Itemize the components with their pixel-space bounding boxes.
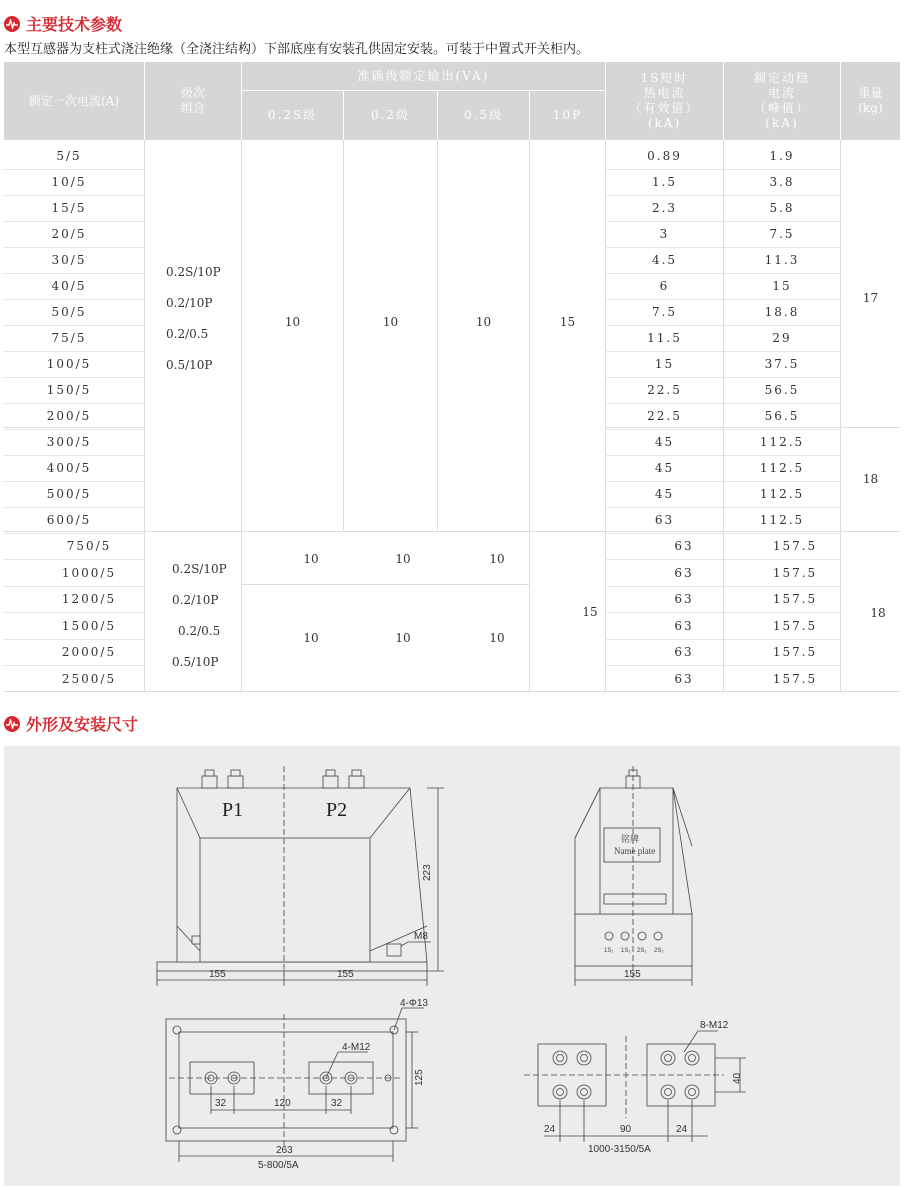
dim-90: 90 <box>620 1124 632 1135</box>
header-02s: 0.2S级 <box>242 91 343 140</box>
dim-24-right: 24 <box>676 1124 688 1135</box>
dim-120: 120 <box>274 1098 291 1109</box>
cell-thermal: 7.5 <box>651 305 678 319</box>
cell-dynamic: 11.3 <box>764 253 800 267</box>
section-header-dims <box>4 712 138 735</box>
combo-line: 0.2S/10P <box>172 562 227 576</box>
terminal-plan-large <box>524 1031 746 1142</box>
group-b-10p: 15 <box>582 605 598 619</box>
cell-dynamic: 112.5 <box>759 461 805 475</box>
weight-17: 17 <box>862 291 879 305</box>
group-b2-05: 10 <box>489 631 505 645</box>
cell-dynamic: 18.8 <box>764 305 800 319</box>
cell-thermal: 0.89 <box>647 149 682 163</box>
label-p1: P1 <box>222 799 244 821</box>
combo-line: 0.2/0.5 <box>166 327 209 341</box>
cell-thermal: 2.3 <box>651 201 678 215</box>
cell-dynamic: 112.5 <box>759 435 805 449</box>
cell-dynamic: 157.5 <box>772 619 818 633</box>
cell-current: 1500/5 <box>61 619 117 633</box>
range-small: 5-800/5A <box>258 1160 299 1171</box>
header-current: 额定一次电流(A) <box>4 62 144 140</box>
section-header-params <box>4 12 122 35</box>
combo-line: 0.5/10P <box>166 358 213 372</box>
group-b1-05: 10 <box>489 552 505 566</box>
cell-thermal: 63 <box>674 592 694 606</box>
label-4-phi13: 4-Φ13 <box>400 998 428 1009</box>
cell-current: 10/5 <box>51 175 87 189</box>
header-output: 准确级额定输出(VA) <box>242 62 605 90</box>
combo-line: 0.5/10P <box>172 655 219 669</box>
section-title: 主要技术参数 <box>26 15 123 34</box>
cell-current: 200/5 <box>46 409 92 423</box>
cell-thermal: 63 <box>674 619 694 633</box>
nameplate-en: Name plate <box>614 846 656 856</box>
cell-current: 600/5 <box>46 513 92 527</box>
cell-dynamic: 3.8 <box>769 175 795 189</box>
cell-thermal: 3 <box>659 227 670 241</box>
cell-dynamic: 157.5 <box>772 645 818 659</box>
cell-dynamic: 37.5 <box>764 357 800 371</box>
cell-dynamic: 157.5 <box>772 672 818 686</box>
cell-current: 400/5 <box>46 461 92 475</box>
dimension-drawing-panel <box>4 746 900 1186</box>
cell-dynamic: 15 <box>772 279 792 293</box>
cell-current: 40/5 <box>51 279 87 293</box>
header-02: 0.2级 <box>344 91 437 140</box>
cell-current: 5/5 <box>56 149 82 163</box>
cell-dynamic: 112.5 <box>759 487 805 501</box>
dim-24-left: 24 <box>544 1124 556 1135</box>
cell-thermal: 22.5 <box>647 383 682 397</box>
terminal-1s2: 1S₂ <box>621 948 631 954</box>
dim-263: 263 <box>276 1145 293 1156</box>
group-a-02s: 10 <box>284 315 301 329</box>
cell-current: 30/5 <box>51 253 87 267</box>
dim-40: 40 <box>732 1072 743 1084</box>
cell-thermal: 45 <box>654 435 675 449</box>
group-a-05: 10 <box>475 315 492 329</box>
weight-18a: 18 <box>862 472 879 486</box>
label-m8: M8 <box>414 931 428 942</box>
front-view <box>157 766 444 986</box>
cell-dynamic: 5.8 <box>769 201 795 215</box>
combo-group-b <box>172 554 227 678</box>
group-b2-02s: 10 <box>303 631 319 645</box>
cell-thermal: 15 <box>654 357 675 371</box>
cell-thermal: 4.5 <box>651 253 678 267</box>
nameplate-cn: 铭牌 <box>621 834 640 844</box>
terminal-2s1: 2S₁ <box>637 948 647 954</box>
cell-thermal: 63 <box>674 566 694 580</box>
cell-current: 2000/5 <box>61 645 117 659</box>
cell-current: 20/5 <box>51 227 87 241</box>
cell-current: 1000/5 <box>61 566 117 580</box>
cell-current: 150/5 <box>46 383 92 397</box>
cell-dynamic: 56.5 <box>764 409 800 423</box>
group-b1-02: 10 <box>395 552 411 566</box>
combo-line: 0.2/0.5 <box>178 624 221 638</box>
cell-thermal: 63 <box>674 539 694 553</box>
cell-dynamic: 29 <box>772 331 792 345</box>
cell-current: 50/5 <box>51 305 87 319</box>
header-weight: 重量 (kg) <box>841 62 900 140</box>
cell-thermal: 22.5 <box>647 409 682 423</box>
cell-dynamic: 56.5 <box>764 383 800 397</box>
parameter-table <box>4 62 900 692</box>
cell-current: 100/5 <box>46 357 92 371</box>
dim-32-left: 32 <box>215 1098 227 1109</box>
combo-line: 0.2/10P <box>166 296 213 310</box>
combo-line: 0.2/10P <box>172 593 219 607</box>
label-8-m12: 8-M12 <box>700 1020 729 1031</box>
cell-thermal: 63 <box>674 672 694 686</box>
group-a-02: 10 <box>382 315 399 329</box>
dim-125: 125 <box>414 1069 425 1086</box>
cell-dynamic: 7.5 <box>769 227 795 241</box>
dim-155-right: 155 <box>337 969 354 980</box>
cell-current: 300/5 <box>46 435 92 449</box>
label-4-m12: 4-M12 <box>342 1042 371 1053</box>
combo-line: 0.2S/10P <box>166 265 221 279</box>
group-a-10p: 15 <box>559 315 576 329</box>
label-p2: P2 <box>326 799 348 821</box>
terminal-1s1: 1S₁ <box>604 948 614 954</box>
header-dynamic: 额定动稳 电流 （峰值） (kA) <box>724 62 840 140</box>
cell-dynamic: 157.5 <box>772 539 818 553</box>
cell-current: 15/5 <box>51 201 87 215</box>
signal-wave-icon <box>4 16 20 32</box>
intro-text: 本型互感器为支柱式浇注绝缘（全浇注结构）下部底座有安装孔供固定安装。可装于中置式开关柜内。 <box>4 42 590 57</box>
base-plan-small <box>166 1008 424 1162</box>
dim-223: 223 <box>422 864 433 881</box>
cell-dynamic: 112.5 <box>759 513 805 527</box>
cell-thermal: 63 <box>654 513 675 527</box>
cell-current: 750/5 <box>66 539 112 553</box>
header-10p: 10P <box>530 91 605 140</box>
dim-32-right: 32 <box>331 1098 343 1109</box>
group-b1-02s: 10 <box>303 552 319 566</box>
dim-155-side: 155 <box>624 969 641 980</box>
outline-drawing <box>4 746 900 1186</box>
section-title: 外形及安装尺寸 <box>26 715 139 734</box>
header-thermal: 1S短时 热电流 （有效值） (kA) <box>606 62 723 140</box>
cell-thermal: 1.5 <box>651 175 678 189</box>
cell-dynamic: 157.5 <box>772 592 818 606</box>
cell-current: 75/5 <box>51 331 87 345</box>
cell-current: 2500/5 <box>61 672 117 686</box>
header-05: 0.5级 <box>438 91 529 140</box>
signal-wave-icon <box>4 716 20 732</box>
weight-18b: 18 <box>870 606 886 620</box>
cell-current: 500/5 <box>46 487 92 501</box>
dim-155-left: 155 <box>209 969 226 980</box>
cell-thermal: 45 <box>654 487 675 501</box>
cell-thermal: 11.5 <box>647 331 682 345</box>
range-large: 1000-3150/5A <box>588 1144 651 1155</box>
cell-thermal: 45 <box>654 461 675 475</box>
cell-dynamic: 157.5 <box>772 566 818 580</box>
cell-current: 1200/5 <box>61 592 117 606</box>
combo-group-a <box>166 257 221 381</box>
header-combo: 级次 组合 <box>145 62 241 140</box>
cell-thermal: 63 <box>674 645 694 659</box>
side-view <box>575 766 692 986</box>
terminal-2s2: 2S₂ <box>654 948 664 954</box>
cell-dynamic: 1.9 <box>769 149 795 163</box>
cell-thermal: 6 <box>659 279 670 293</box>
group-b2-02: 10 <box>395 631 411 645</box>
